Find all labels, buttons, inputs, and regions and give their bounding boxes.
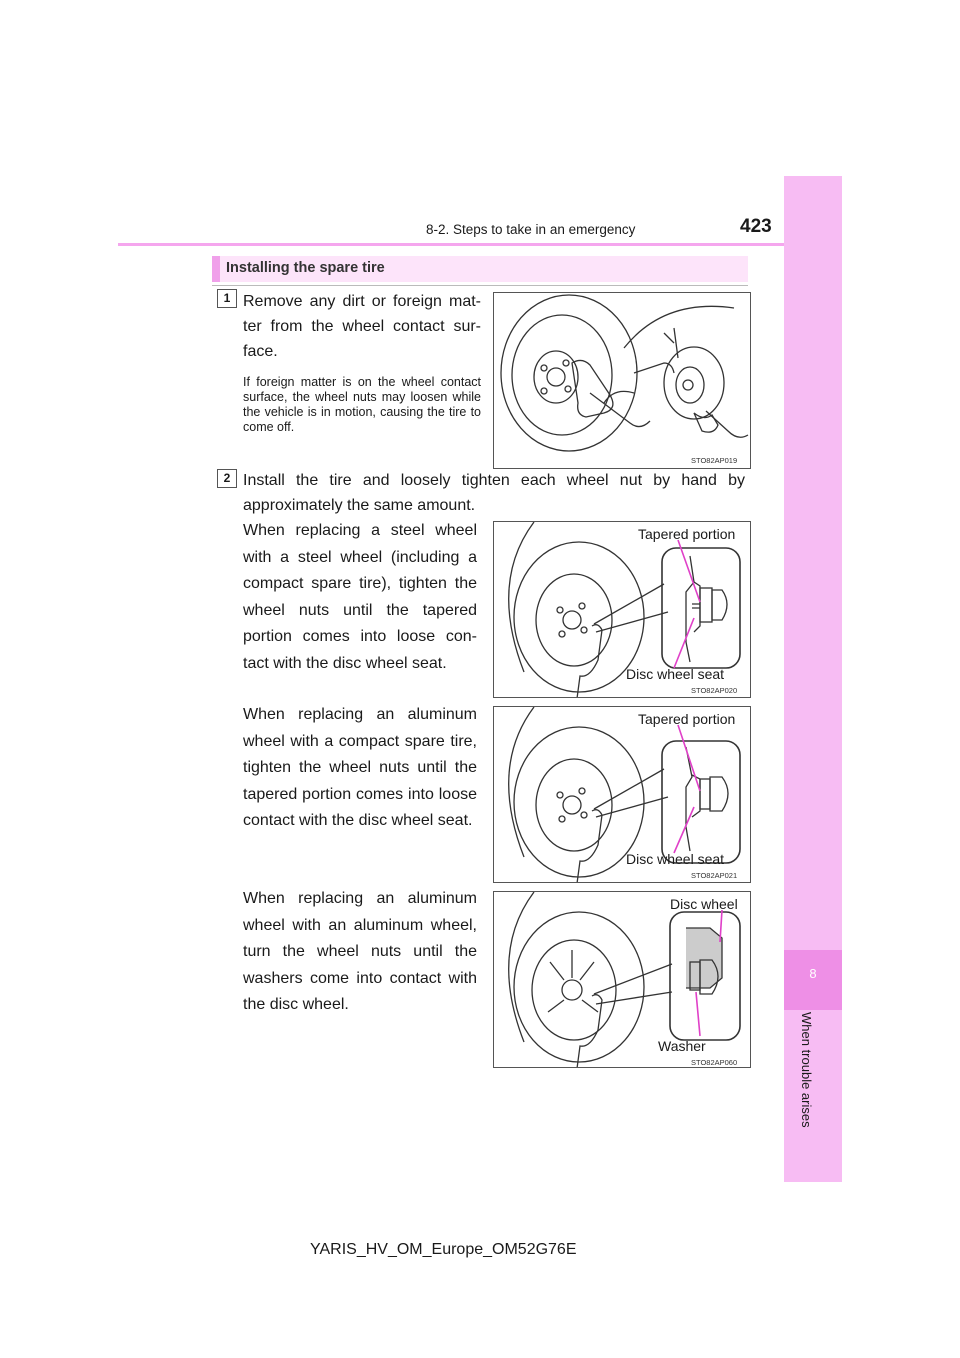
figure-aluminum-wheel-illustration [494,892,750,1067]
case-steel-to-steel-text: When replacing a steel wheel with a steel wheel (including a compact spare tire), tighten the wheel nuts until the tapered portion comes into loose con-tact with the disc wheel seat. [243,522,477,672]
figure-code: STO82AP021 [691,871,738,880]
step-number-2: 2 [217,469,237,488]
callout-disc-wheel: Disc wheel [670,896,738,912]
figure-code: STO82AP060 [691,1058,738,1067]
figure-code: STO82AP019 [691,456,738,465]
callout-tapered-portion: Tapered portion [638,711,736,727]
page-number: 423 [740,216,772,237]
case-aluminum-to-aluminum-text: When replacing an aluminum wheel with an aluminum wheel, turn the wheel nuts until the washers come into contact with the disc wheel. [243,890,477,1014]
section-heading-rule [212,285,748,286]
step-1-text: Remove any dirt or foreign mat-ter from the wheel contact sur-face. [243,293,481,360]
figure-steel-wheel [493,521,751,698]
section-heading-accent [212,256,220,282]
chapter-label-wrapper [800,1012,820,1152]
step-number-1: 1 [217,289,237,308]
callout-disc-wheel-seat: Disc wheel seat [626,666,725,682]
header-divider [118,243,838,246]
case-aluminum-to-compact-text: When replacing an aluminum wheel with a compact spare tire, tighten the wheel nuts until the tapered portion comes into loose contact with the disc wheel seat. [243,706,477,830]
document-id: YARIS_HV_OM_Europe_OM52G76E [310,1241,577,1258]
figure-aluminum-compact-spare [493,706,751,883]
figure-clean-wheel-illustration [494,293,750,468]
section-title: Installing the spare tire [226,260,385,276]
header-section-title: 8-2. Steps to take in an emergency [426,222,636,237]
figure-clean-wheel-surface [493,292,751,469]
callout-washer: Washer [658,1038,706,1054]
figure-aluminum-wheel [493,891,751,1068]
callout-tapered-portion: Tapered portion [638,526,736,542]
chapter-label: When trouble arises [799,1012,814,1128]
step-2-text: Install the tire and loosely tighten each wheel nut by hand by approximately the same amount. [243,472,745,514]
step-1-note: If foreign matter is on the wheel contact surface, the wheel nuts may loosen while the vehicle is in motion, causing the tire to come off. [243,375,481,434]
chapter-number: 8 [809,966,817,981]
callout-disc-wheel-seat: Disc wheel seat [626,851,725,867]
figure-code: STO82AP020 [691,686,738,695]
